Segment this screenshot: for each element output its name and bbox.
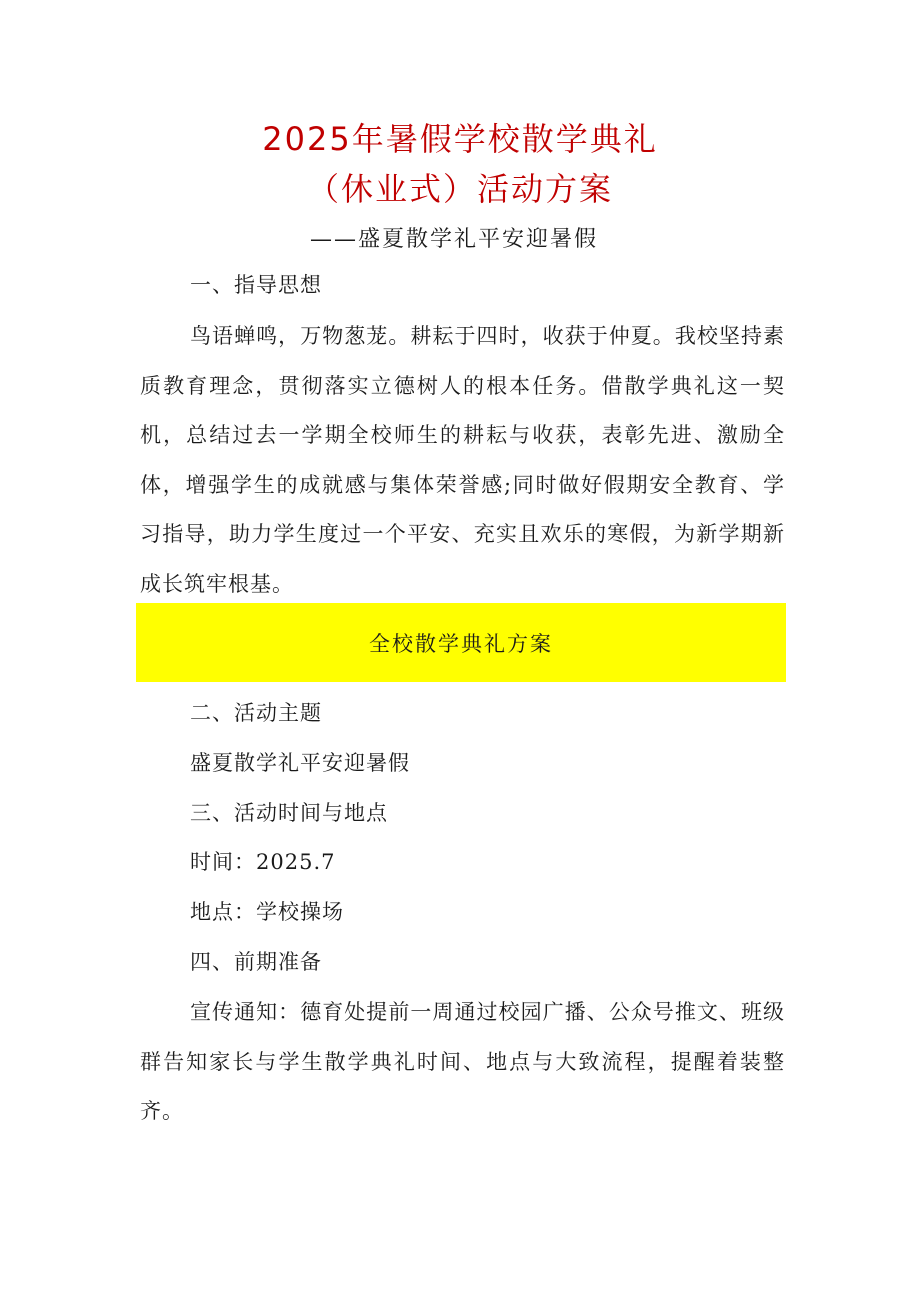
section-heading-preparation: 四、前期准备 — [190, 950, 322, 974]
time-text: 时间：2025.7 — [190, 850, 336, 874]
document-title-line2: （休业式）活动方案 — [306, 170, 613, 208]
section-heading-guiding-thought: 一、指导思想 — [190, 273, 322, 297]
document-title-line1: 2025年暑假学校散学典礼 — [262, 120, 658, 158]
paragraph-preparation: 宣传通知：德育处提前一周通过校园广播、公众号推文、班级群告知家长与学生散学典礼时间、地点与大致流程，提醒着装整齐。 — [140, 1000, 785, 1123]
section-heading-theme: 二、活动主题 — [190, 701, 322, 725]
paragraph-guiding-thought: 鸟语蝉鸣，万物葱茏。耕耘于四时，收获于仲夏。我校坚持素质教育理念，贯彻落实立德树人的根本任务。借散学典礼这一契机，总结过去一学期全校师生的耕耘与收获，表彰先进、激励全体，增强学生的成就感与集体荣誉感;同时做好假期安全教育、学习指导，助力学生度过一个平安、充实且欢乐的寒假，为新学期新成长筑牢根基。 — [140, 324, 785, 596]
banner-text: 全校散学典礼方案 — [369, 631, 553, 656]
place-text: 地点：学校操场 — [190, 900, 344, 924]
document-subtitle: ——盛夏散学礼平安迎暑假 — [310, 227, 599, 252]
theme-text: 盛夏散学礼平安迎暑假 — [190, 751, 410, 775]
section-heading-time-place: 三、活动时间与地点 — [190, 801, 388, 825]
highlight-banner — [136, 603, 786, 682]
